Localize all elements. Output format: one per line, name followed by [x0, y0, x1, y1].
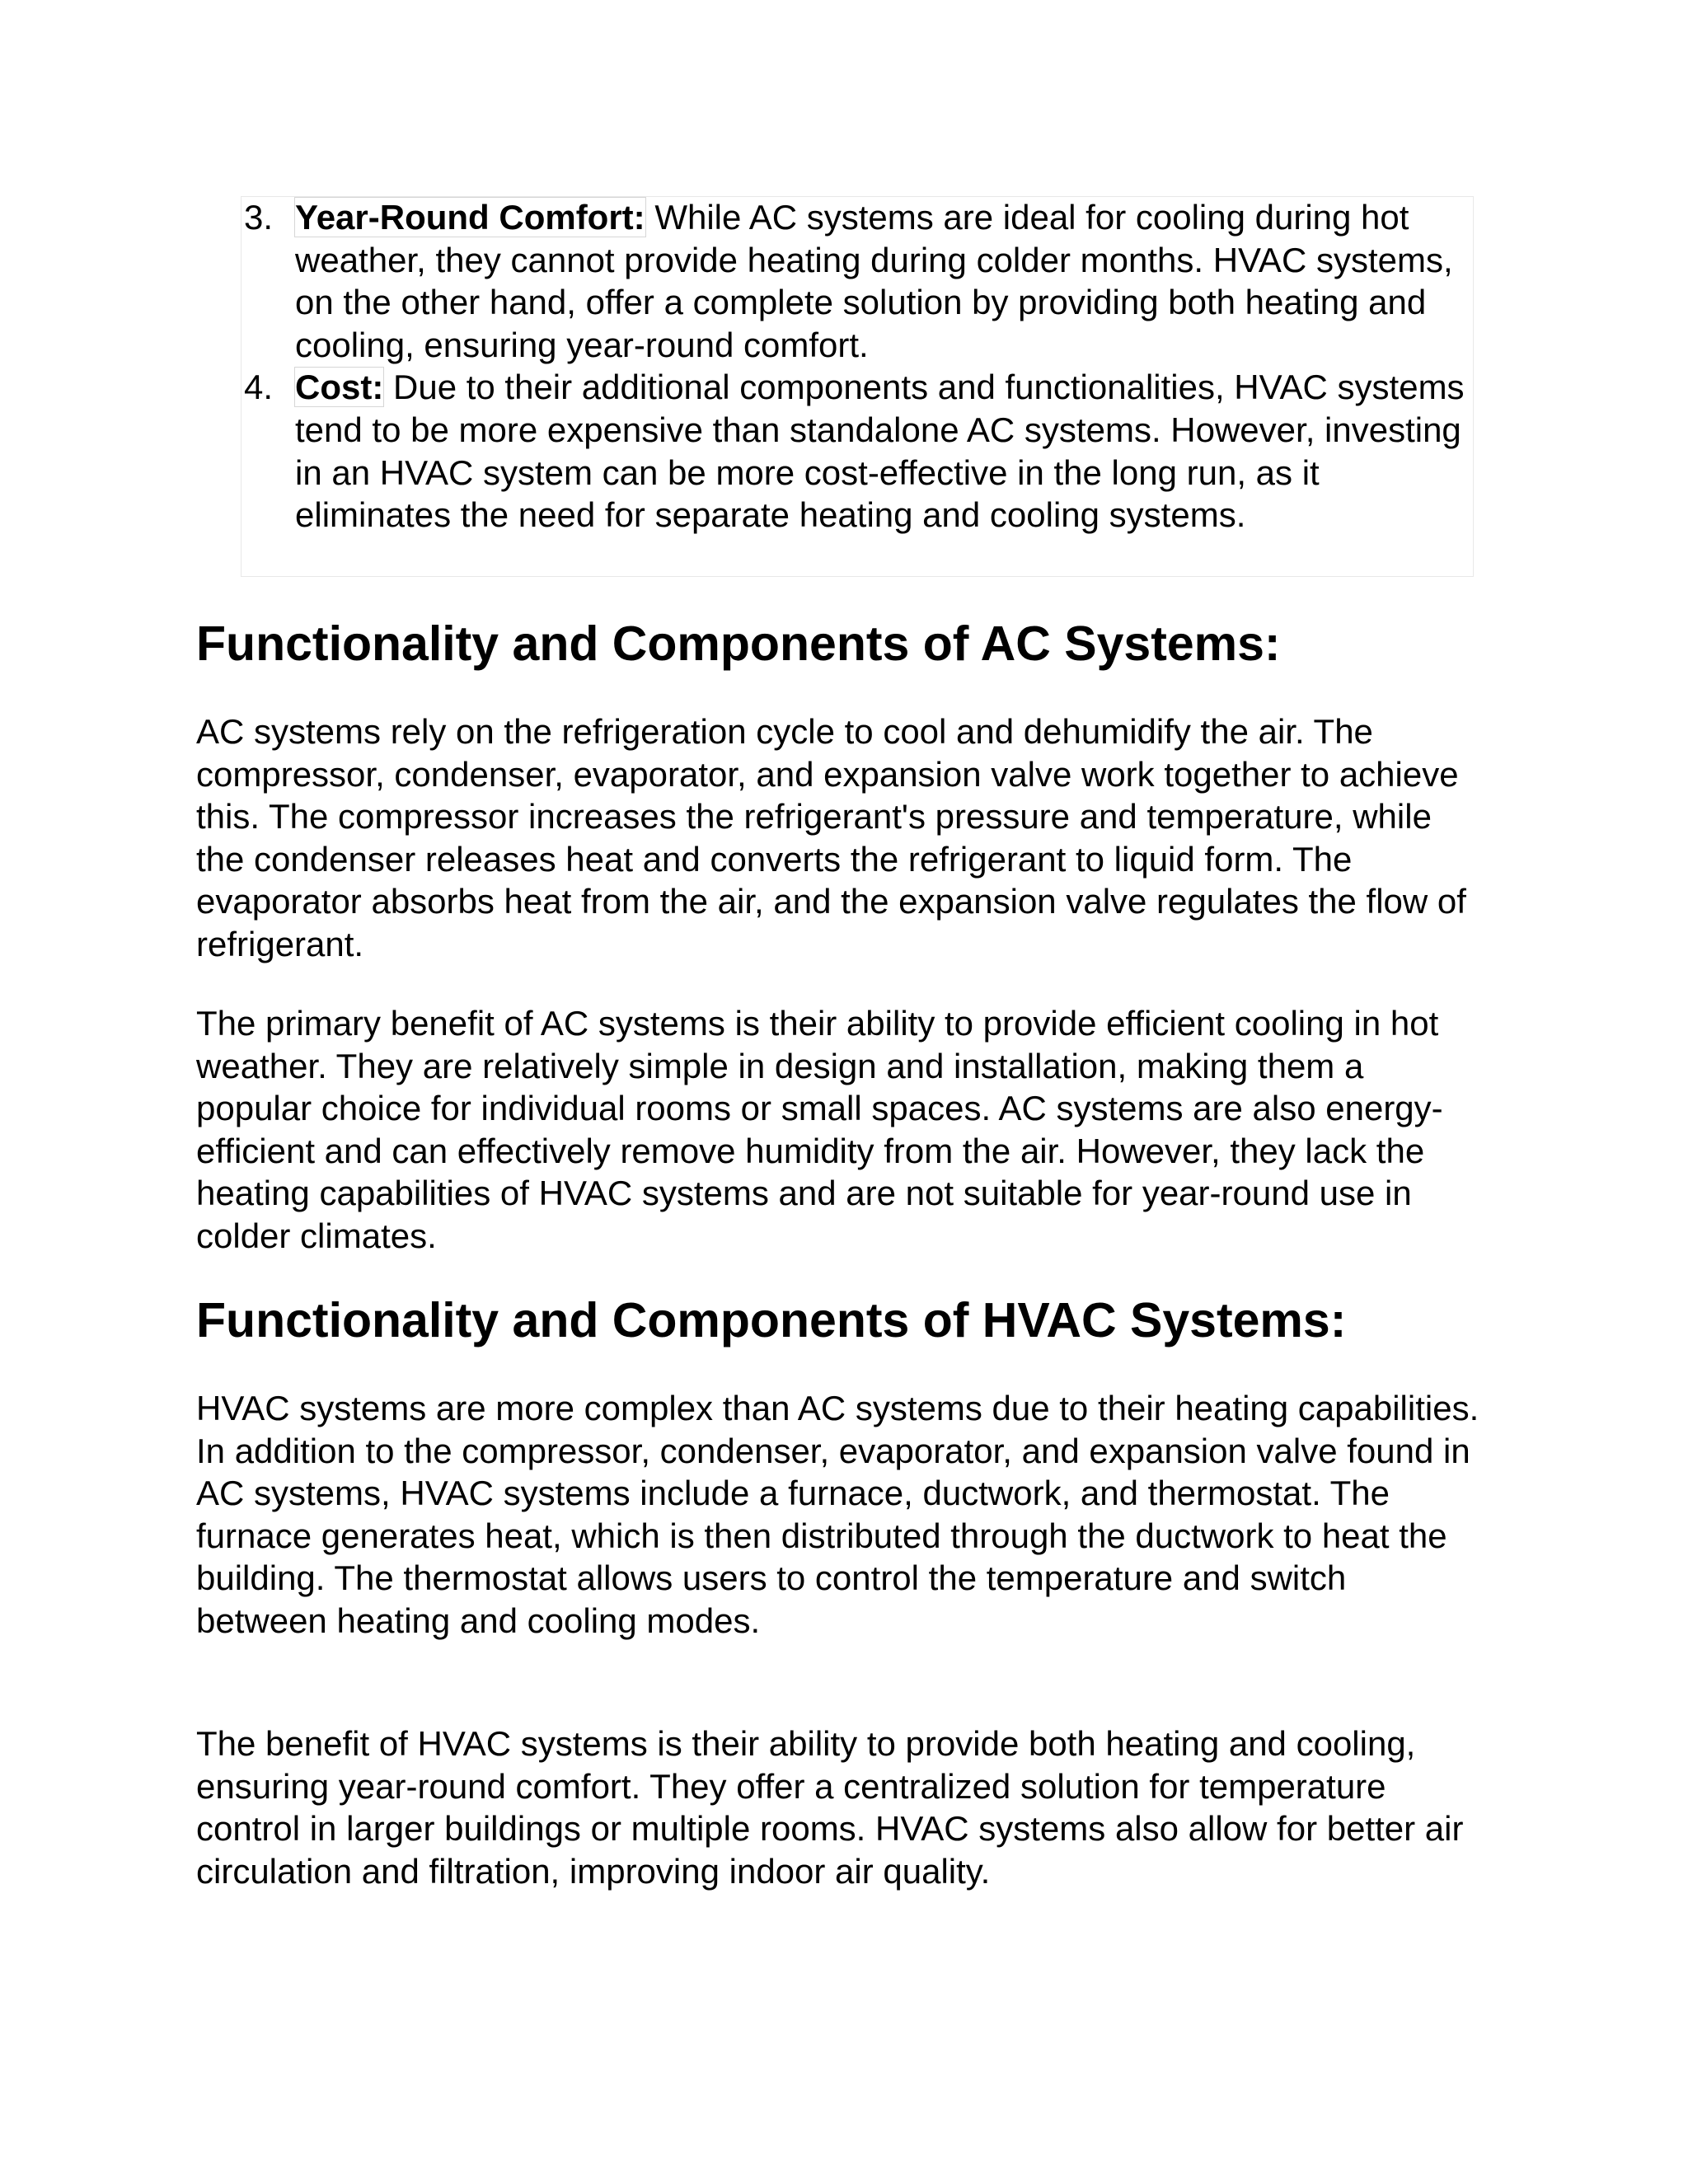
list-item-term: Cost: — [295, 368, 384, 407]
paragraph: HVAC systems are more complex than AC systems due to their heating capabilities. In addition to the compressor, condenser, evaporator, and expansion valve found in AC systems, HVAC systems include a furnace, ductwork, and thermostat. The furnace generates heat, which is then distributed through the ductwork to heat the building. The thermostat allows users to control the temperature and switch between heating and cooling modes. — [196, 1389, 1479, 1640]
list-item — [241, 366, 1474, 536]
paragraph: The primary benefit of AC systems is their ability to provide efficient cooling in hot weather. They are relatively simple in design and installation, making them a popular choice for individual rooms or small spaces. AC systems are also energy-efficient and can effectively remove humidity from the air. However, they lack the heating capabilities of HVAC systems and are not suitable for year-round use in colder climates. — [196, 1004, 1443, 1255]
list-item — [241, 196, 1474, 366]
section-heading-ac: Functionality and Components of AC Systems: — [196, 616, 1281, 671]
list-item-number: 4. — [244, 368, 274, 407]
list-item-number: 3. — [244, 198, 274, 237]
list-item-text: Due to their additional components and functionalities, HVAC systems tend to be more expensive than standalone AC systems. However, investing in an HVAC system can be more cost-effective in the long run, as it eliminates the need for separate heating and cooling systems. — [295, 368, 1465, 535]
list-item-text: While AC systems are ideal for cooling during hot weather, they cannot provide heating during colder months. HVAC systems, on the other hand, offer a complete solution by providing both heating and cooling, ensuring year-round comfort. — [295, 198, 1453, 364]
section-heading-hvac: Functionality and Components of HVAC Systems: — [196, 1293, 1347, 1347]
list-item-term: Year-Round Comfort: — [295, 198, 645, 237]
paragraph: AC systems rely on the refrigeration cycle to cool and dehumidify the air. The compressor, condenser, evaporator, and expansion valve work together to achieve this. The compressor increases the refrigerant's pressure and temperature, while the condenser releases heat and converts the refrigerant to liquid form. The evaporator absorbs heat from the air, and the expansion valve regulates the flow of refrigerant. — [196, 712, 1466, 963]
numbered-list — [241, 196, 1474, 537]
paragraph: The benefit of HVAC systems is their ability to provide both heating and cooling, ensuring year-round comfort. They offer a centralized solution for temperature control in larger buildings or multiple rooms. HVAC systems also allow for better air circulation and filtration, improving indoor air quality. — [196, 1724, 1464, 1891]
